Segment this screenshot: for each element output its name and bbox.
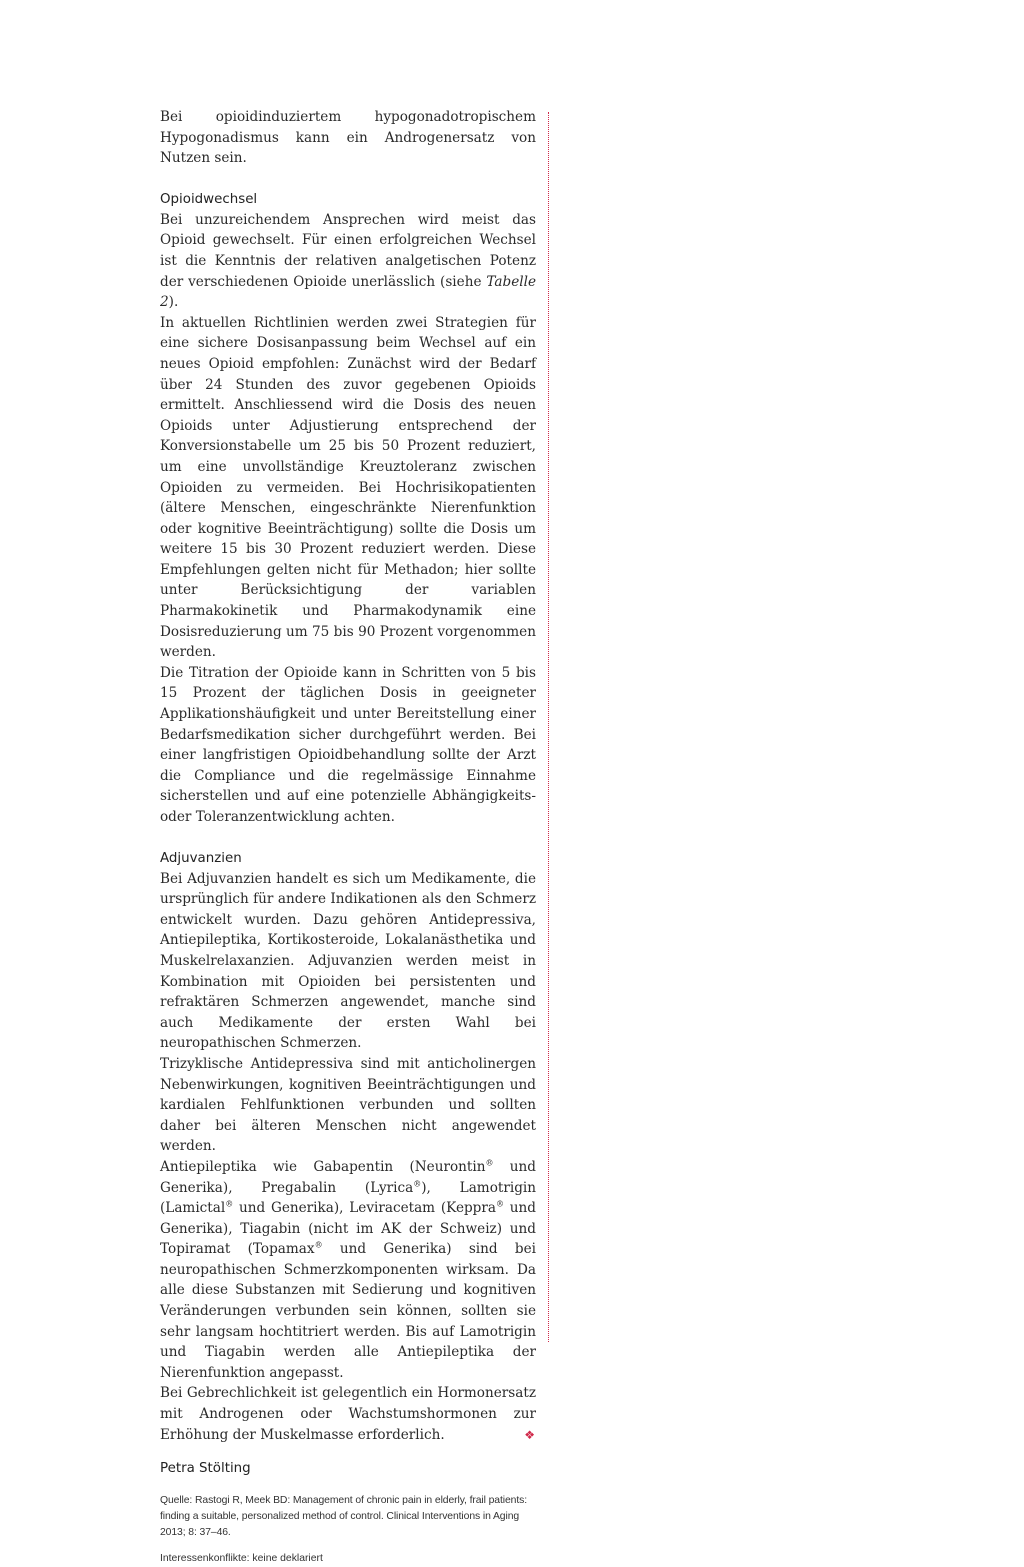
conflict-statement: Interessenkonflikte: keine deklariert [160, 1553, 323, 1565]
heading-opioidwechsel: Opioidwechsel [160, 191, 258, 207]
table-reference: Tabelle 2 [160, 273, 536, 311]
dotted-column-rule [548, 112, 549, 1342]
adjuvanzien-paragraph-3: Antiepileptika wie Gabapentin (Neurontin® und Generika), Pregabalin (Lyrica®), Lamotrigin (Lamictal® und Generika), Leviracetam (Keppra® und Generika), Tiagabin (nicht im AK der Schweiz) und Topiramat (Topamax® und Generika) sind bei neuropathischen Schmerzkomponenten wirksam. Da alle diese Substanzen mit Sedierung und kognitiven Veränderungen verbunden sein können, sollten sie sehr langsam hochtitriert werden. Bis auf Lamotrigin und Tiagabin werden alle Antiepileptika der Nierenfunktion angepasst. [160, 1158, 536, 1381]
adjuvanzien-paragraph-4: Bei Gebrechlichkeit ist gelegentlich ein Hormonersatz mit Androgenen oder Wachstumshormonen zur Erhöhung der Muskelmasse erforderlich. ❖ [160, 1383, 536, 1445]
opioid-paragraph-3: Die Titration der Opioide kann in Schritten von 5 bis 15 Prozent der täglichen Dosis in geeigneter Applikationshäufigkeit und unter Bereitstellung einer Bedarfsmedikation sicher durchgeführt werden. Bei einer langfristigen Opioidbehandlung sollte der Arzt die Compliance und die regelmässige Einnahme sicherstellen und auf eine potenzielle Abhängigkeits- oder Toleranzentwicklung achten. [160, 664, 536, 825]
end-of-article-icon: ❖ [524, 1427, 535, 1442]
adjuvanzien-paragraph-2: Trizyklische Antidepressiva sind mit anticholinergen Nebenwirkungen, kognitiven Beeinträchtigungen und kardialen Fehlfunktionen verbunden und sollten daher bei älteren Menschen nicht angewendet werden. [160, 1055, 536, 1155]
intro-paragraph: Bei opioidinduziertem hypogonadotropischem Hypogonadismus kann ein Androgenersatz von Nutzen sein. [160, 109, 536, 167]
opioid-paragraph-2: In aktuellen Richtlinien werden zwei Strategien für eine sichere Dosisanpassung beim Wechsel auf ein neues Opioid empfohlen: Zunächst wird der Bedarf über 24 Stunden des zuvor gegebenen Opioids ermittelt. Anschliessend wird die Dosis des neuen Opioids unter Adjustierung entsprechend der Konversionstabelle um 25 bis 50 Prozent reduziert, um eine unvollständige Kreuztoleranz zwischen Opioiden zu vermeiden. Bei Hochrisikopatienten (ältere Menschen, eingeschränkte Nierenfunktion oder kognitive Beeinträchtigung) sollte die Dosis um weitere 15 bis 30 Prozent reduziert werden. Diese Empfehlungen gelten nicht für Methadon; hier sollte unter Berücksichtigung der variablen Pharmakokinetik und Pharmakodynamik eine Dosisreduzierung um 75 bis 90 Prozent vorgenommen werden. [160, 314, 536, 661]
author-name: Petra Stölting [160, 1461, 251, 1477]
source-citation: Quelle: Rastogi R, Meek BD: Management of chronic pain in elderly, frail patients: finding a suitable, personalized method of control. Clinical Interventions in Aging 2013; 8: 37–46. [160, 1495, 528, 1539]
heading-adjuvanzien: Adjuvanzien [160, 850, 242, 866]
adjuvanzien-paragraph-1: Bei Adjuvanzien handelt es sich um Medikamente, die ursprünglich für andere Indikationen als den Schmerz entwickelt wurden. Dazu gehören Antidepressiva, Antiepileptika, Kortikosteroide, Lokalanästhetika und Muskelrelaxanzien. Adjuvanzien werden meist in Kombination mit Opioiden bei persistenten und refraktären Schmerzen angewendet, manche sind auch Medikamente der ersten Wahl bei neuropathischen Schmerzen. [160, 870, 536, 1052]
opioid-paragraph-1: Bei unzureichendem Ansprechen wird meist das Opioid gewechselt. Für einen erfolgreichen Wechsel ist die Kenntnis der relativen analgetischen Potenz der verschiedenen Opioide unerlässlich (siehe Tabelle 2). [160, 211, 536, 311]
article-column [160, 107, 536, 1567]
